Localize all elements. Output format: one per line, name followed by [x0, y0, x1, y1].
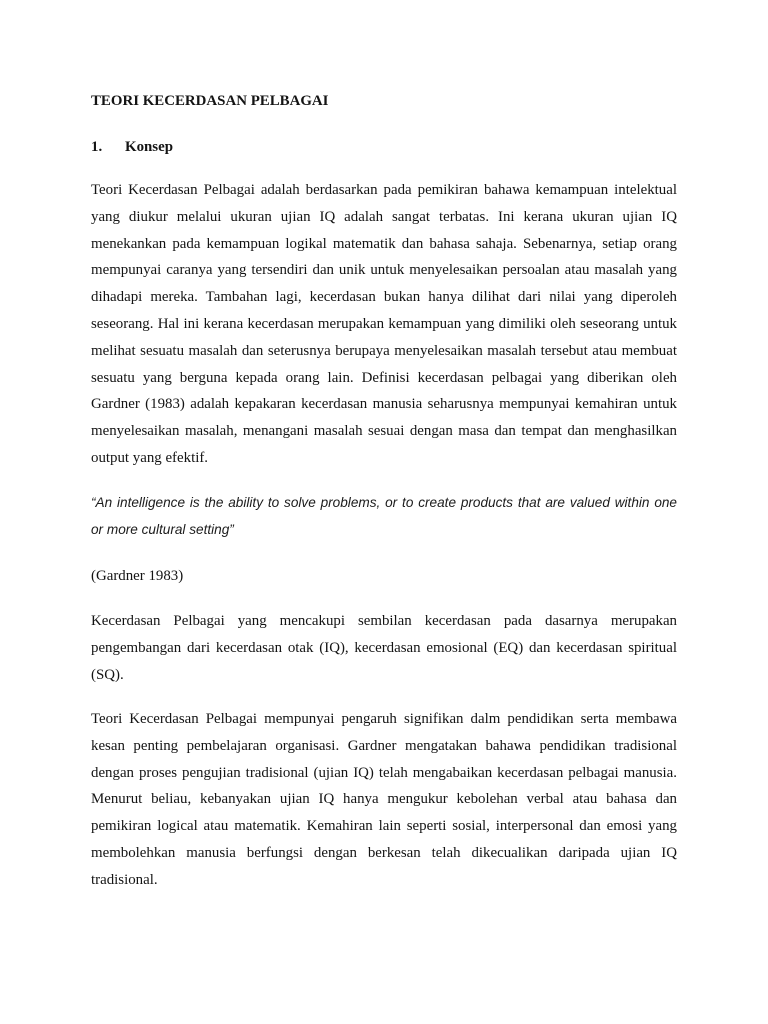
paragraph-line: pemikiran logical atau matematik. Kemahiran lain seperti sosial, interpersonal dan emosi yang: [91, 818, 677, 835]
paragraph-2: [91, 608, 677, 688]
paragraph-line: menekankan pada kemampuan logikal matematik dan bahasa sahaja. Sebenarnya, setiap orang: [91, 235, 677, 252]
quote-line: or more cultural setting”: [91, 521, 234, 537]
section-title: Konsep: [125, 139, 173, 155]
paragraph-line: tradisional.: [91, 871, 158, 888]
quote-block: [91, 490, 677, 544]
paragraph-line: Gardner (1983) adalah kepakaran kecerdasan manusia seharusnya mempunyai kemahiran untuk: [91, 396, 677, 413]
paragraph-line: menyelesaikan masalah, menangani masalah sesuai dengan masa dan tempat dan menghasilkan: [91, 423, 677, 440]
paragraph-line: Teori Kecerdasan Pelbagai mempunyai pengaruh signifikan dalm pendidikan serta membawa: [91, 711, 677, 727]
paragraph-line: sesuatu yang berguna kepada orang lain. Definisi kecerdasan pelbagai yang diberikan oleh: [91, 369, 677, 386]
paragraph-line: Teori Kecerdasan Pelbagai adalah berdasarkan pada pemikiran bahawa kemampuan intelektual: [91, 182, 677, 198]
paragraph-line: mempunyai caranya yang tersendiri dan unik untuk menyelesaikan persoalan atau masalah yang: [91, 262, 677, 279]
paragraph-line: yang diukur melalui ukuran ujian IQ adalah sangat terbatas. Ini kerana ukuran ujian IQ: [91, 208, 677, 225]
paragraph-line: output yang efektif.: [91, 449, 209, 466]
paragraph-line: membolehkan manusia berfungsi dengan berkesan telah dikecualikan daripada ujian IQ: [91, 844, 677, 861]
paragraph-line: dihadapi mereka. Tambahan lagi, kecerdasan bukan hanya dilihat dari nilai yang diperoleh: [91, 289, 677, 306]
quote-line: “An intelligence is the ability to solve problems, or to create products that are valued within one: [91, 495, 677, 510]
paragraph-line: Kecerdasan Pelbagai yang mencakupi sembilan kecerdasan pada dasarnya merupakan: [91, 613, 677, 629]
paragraph-line: dengan proses pengujian tradisional (ujian IQ) telah mengabaikan kecerdasan pelbagai manusia.: [91, 764, 677, 781]
paragraph-1: [91, 177, 677, 472]
paragraph-line: pengembangan dari kecerdasan otak (IQ), kecerdasan emosional (EQ) dan kecerdasan spiritual: [91, 639, 677, 656]
paragraph-line: seseorang. Hal ini kerana kecerdasan merupakan kemampuan yang dimiliki oleh seseorang untuk: [91, 315, 677, 332]
section-heading: [91, 134, 677, 161]
paragraph-line: melihat sesuatu masalah dan seterusnya berupaya menyelesaikan masalah tersebut atau membuat: [91, 342, 677, 359]
paragraph-line: Menurut beliau, kebanyakan ujian IQ hanya mengukur kebolehan verbal atau bahasa dan: [91, 791, 677, 808]
document-title: TEORI KECERDASAN PELBAGAI: [91, 93, 329, 109]
paragraph-line: (SQ).: [91, 666, 124, 683]
paragraph-line: kesan penting pembelajaran organisasi. Gardner mengatakan bahawa pendidikan tradisional: [91, 737, 677, 754]
section-number: 1.: [91, 139, 103, 155]
citation: (Gardner 1983): [91, 568, 184, 584]
paragraph-3: [91, 706, 677, 894]
